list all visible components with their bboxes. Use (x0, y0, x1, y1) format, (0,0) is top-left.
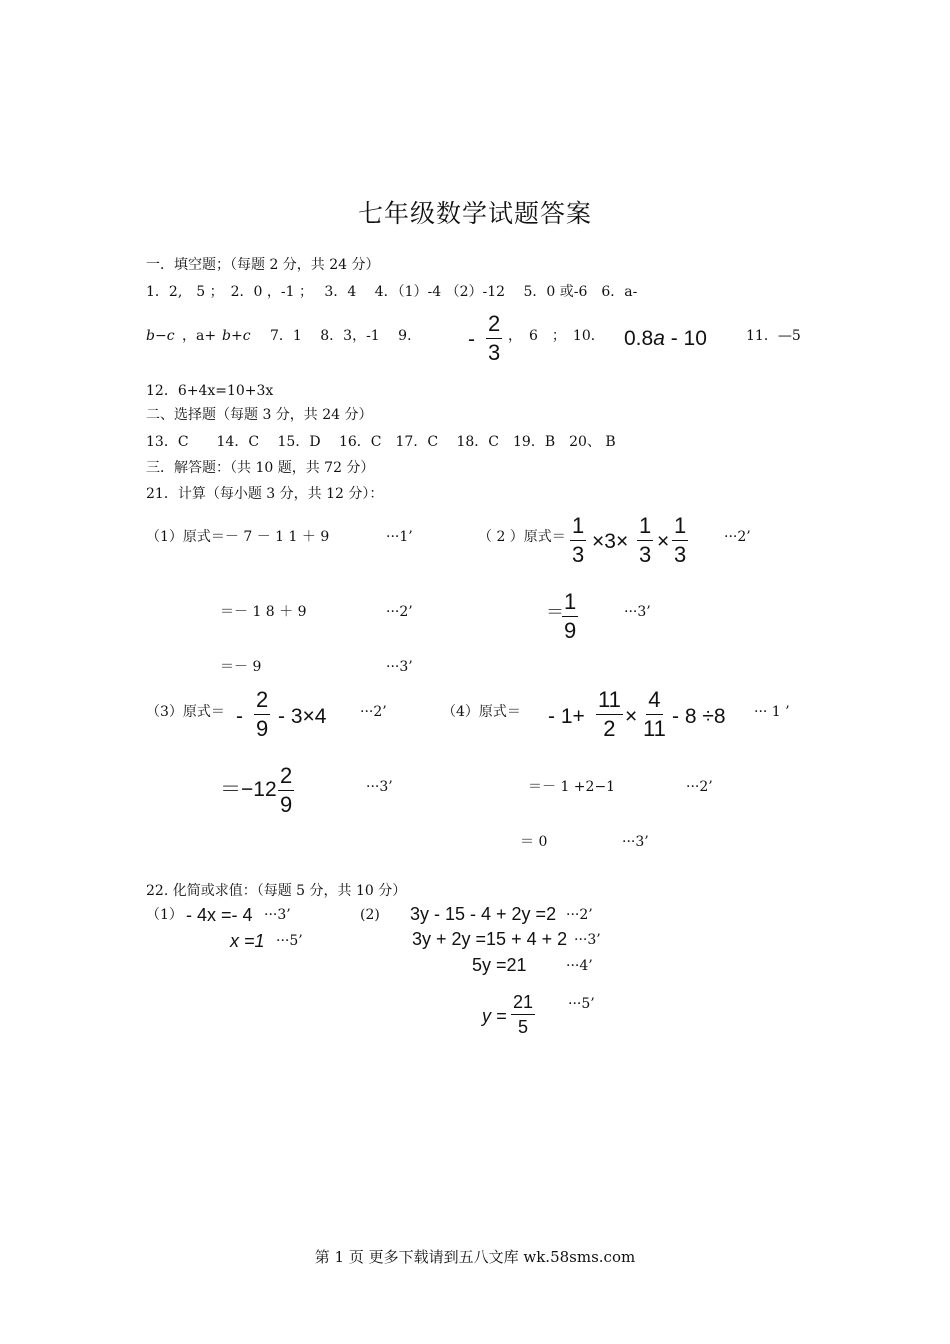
q21-3-label: （3）原式＝ (146, 704, 225, 720)
q21-1-points1: ···1’ (386, 529, 413, 545)
q21-3-result-den: 9 (280, 792, 293, 817)
q10-answer (624, 327, 707, 351)
q22-2-points4: ···5’ (568, 996, 595, 1012)
q22-2-points2: ···3’ (574, 932, 601, 948)
q22-2-points3: ···4’ (566, 958, 593, 974)
q22-2-line2: 3y + 2y =15 + 4 + 2 (412, 929, 568, 949)
q22-2-points1: ···2’ (566, 907, 593, 923)
page-title: 七年级数学试题答案 (357, 199, 592, 228)
q21-2-fraction1 (570, 514, 586, 567)
q21-2-f2-num: 1 (637, 514, 653, 541)
q21-4-label: （4）原式＝ (442, 704, 521, 720)
q21-2-f1-den: 3 (572, 542, 585, 567)
q11-answer: 11．—5 (746, 328, 801, 344)
q21-4-line3: ＝ 0 (520, 834, 548, 850)
q22-1-eq2: x =1 (230, 931, 265, 951)
q22-2-line1: 3y - 15 - 4 + 2y =2 (410, 904, 557, 924)
q22-1-eq1: - 4x =- 4 (186, 905, 253, 925)
q21-2-result (562, 590, 578, 643)
q21-4-fraction2 (641, 688, 668, 741)
q22-1-points1: ···3’ (264, 907, 291, 923)
q12-answer: 12．6+4x=10+3x (146, 383, 274, 399)
q22-2-result-num: 21 (511, 992, 535, 1015)
q21-4-points2: ···2’ (686, 779, 713, 795)
q7-q9-answers: 7．1 8．3，-1 9． (270, 328, 422, 344)
q21-2-points1: ···2’ (724, 529, 751, 545)
section3-header: 三．解答题：（共 10 题，共 72 分） (146, 460, 375, 476)
page-footer: 第 1 页 更多下载请到五八文库 wk.58sms.com (314, 1248, 636, 1266)
q6-answer-part3: b+c (222, 328, 251, 344)
q21-4-points1: ··· 1 ’ (754, 704, 790, 720)
section1-header: 一．填空题；（每题 2 分，共 24 分） (146, 257, 380, 273)
q21-4-f2-num: 4 (646, 688, 662, 715)
q21-2-f3-num: 1 (672, 514, 688, 541)
q22-1-points2: ···5’ (276, 933, 303, 949)
q22-2-line3: 5y =21 (472, 955, 527, 975)
q10-variable: a (653, 327, 665, 350)
q21-4-rest: - 8 ÷8 (672, 705, 726, 728)
q21-4-f2-den: 11 (643, 716, 666, 741)
q21-2-f3-den: 3 (674, 542, 687, 567)
q22-2-result-fraction (511, 992, 535, 1037)
q21-4-points3: ···3’ (622, 834, 649, 850)
q21-2-f1-num: 1 (570, 514, 586, 541)
q6-answer-part2: ，a+ (182, 328, 217, 344)
q21-3-den: 9 (256, 716, 269, 741)
q21-4-fraction1 (596, 688, 623, 741)
q21-1-line2: ＝－ 1 8 ＋ 9 (220, 604, 307, 620)
q21-2-times: × (657, 530, 670, 553)
q21-1-points3: ···3’ (386, 659, 413, 675)
q21-2-fraction2 (637, 514, 653, 567)
q21-3-num: 2 (254, 688, 270, 715)
q21-2-equals: ＝ (546, 602, 564, 622)
q21-3-result-fraction (278, 764, 294, 817)
q21-header: 21．计算（每小题 3 分，共 12 分）： (146, 486, 384, 502)
q21-2-points2: ···3’ (624, 604, 651, 620)
q22-1-label: （1） (146, 907, 183, 923)
fill-answers-line1: 1．2, 5 ； 2．0 ，-1 ； 3．4 4．（1）-4 （2）-12 5．0 或-6 6．a- (146, 284, 638, 300)
q21-3-result-num: 2 (278, 764, 294, 791)
q21-3-rest: - 3×4 (278, 705, 327, 728)
q21-2-fraction3 (672, 514, 688, 567)
q22-2-line4: y = (482, 1006, 507, 1026)
q10-const: - 10 (664, 327, 707, 350)
q21-2-f2-den: 3 (639, 542, 652, 567)
q21-3-sign: - (236, 705, 243, 728)
q9-fraction (486, 312, 502, 365)
q21-2-label: （ 2 ）原式＝ (478, 529, 566, 545)
q21-4-line2: ＝－ 1 +2−1 (528, 779, 616, 795)
q21-2-result-num: 1 (562, 590, 578, 617)
q21-4-start: - 1+ (548, 705, 585, 728)
q21-2-mid: ×3× (592, 530, 629, 553)
q9-numerator: 2 (486, 312, 502, 339)
q21-4-f1-num: 11 (596, 688, 623, 715)
q9-minus-sign: - (468, 328, 475, 351)
q10-coef: 0.8 (624, 327, 654, 350)
q22-header: 22. 化简或求值：（每题 5 分，共 10 分） (146, 883, 407, 899)
q21-2-result-den: 9 (564, 618, 577, 643)
q21-4-times: × (625, 705, 638, 728)
q21-1-line3: ＝－ 9 (220, 659, 262, 675)
q21-3-result-whole: ＝−12 (220, 778, 277, 801)
q21-4-f1-den: 2 (603, 716, 616, 741)
q22-2-label: (2) (360, 907, 380, 923)
q6-answer-part1: b−c (146, 328, 175, 344)
q21-1-line1: （1）原式＝－ 7 － 1 1 ＋ 9 (146, 529, 330, 545)
q9-denominator: 3 (488, 340, 501, 365)
q9-rest: ， 6 ； 10． (508, 328, 605, 344)
q21-1-points2: ···2’ (386, 604, 413, 620)
q21-3-points1: ···2’ (360, 704, 387, 720)
section2-header: 二、选择题（每题 3 分，共 24 分） (146, 407, 373, 423)
q22-2-result-den: 5 (518, 1017, 529, 1037)
choice-answers: 13．C 14．C 15．D 16．C 17．C 18．C 19．B 20、 B (146, 434, 616, 450)
q21-3-fraction (254, 688, 270, 741)
q21-3-points2: ···3’ (366, 779, 393, 795)
